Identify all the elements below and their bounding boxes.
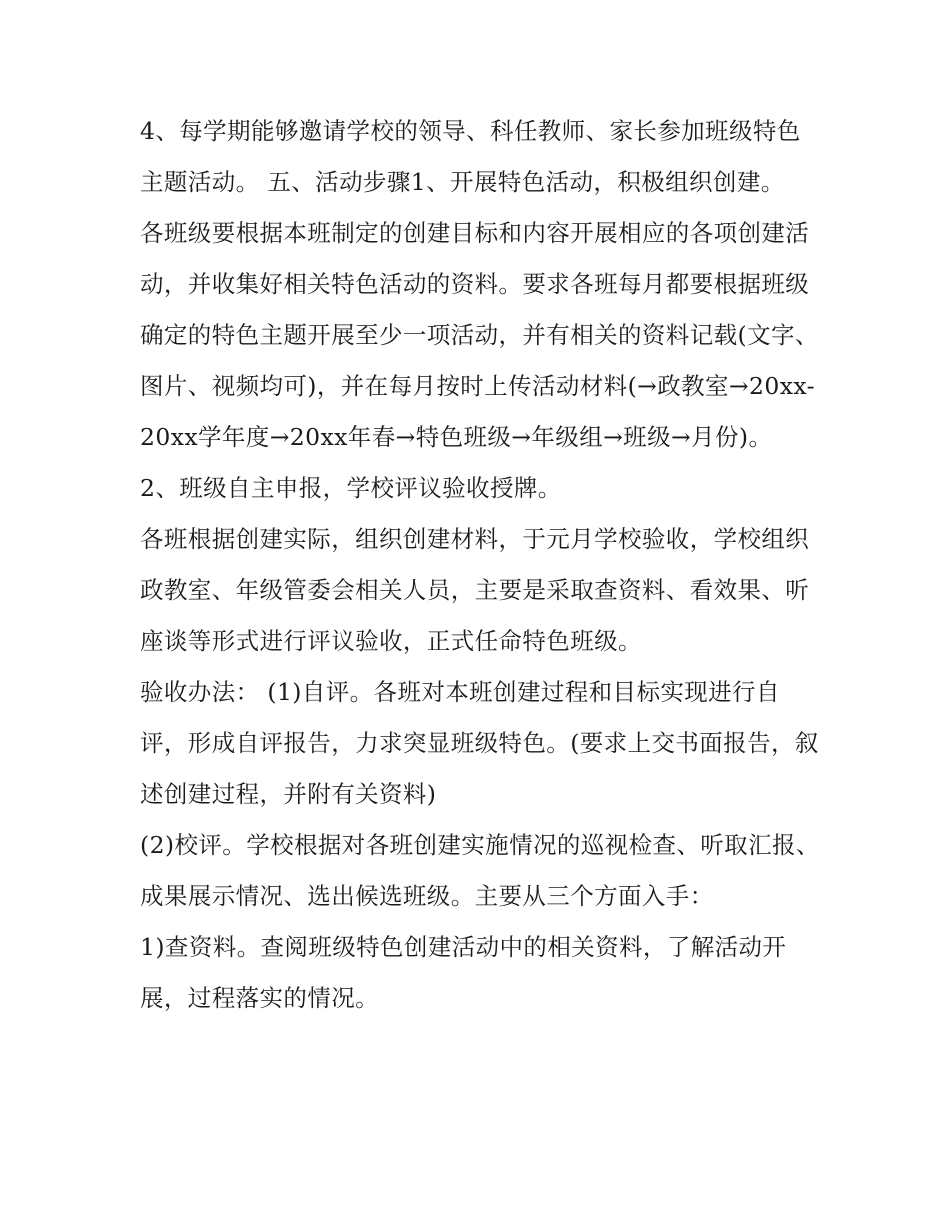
- paragraph-school-evaluation: (2)校评。学校根据对各班创建实施情况的巡视检查、听取汇报、成果展示情况、选出候选班级。主要从三个方面入手：: [140, 831, 820, 910]
- paragraph-self-application: 2、班级自主申报，学校评议验收授牌。: [140, 474, 562, 502]
- paragraph-activity-invite: 4、每学期能够邀请学校的领导、科任教师、家长参加班级特色主题活动。 五、活动步骤1、开展特色活动，积极组织创建。: [140, 117, 801, 196]
- paragraph-school-review: 各班根据创建实际，组织创建材料，于元月学校验收，学校组织政教室、年级管委会相关人员，主要是采取查资料、看效果、听座谈等形式进行评议验收，正式任命特色班级。: [140, 525, 810, 655]
- paragraph-class-activities: 各班级要根据本班制定的创建目标和内容开展相应的各项创建活动，并收集好相关特色活动的资料。要求各班每月都要根据班级确定的特色主题开展至少一项活动，并有相关的资料记载(文字、图片、视频均可)，并在每月按时上传活动材料(→政教室→20xx-20xx学年度→20xx年春→特色班级→年级组→班级→月份)。: [140, 219, 819, 451]
- paragraph-check-materials: 1)查资料。查阅班级特色创建活动中的相关资料，了解活动开展，过程落实的情况。: [140, 933, 787, 1012]
- document-body: [140, 106, 820, 1024]
- paragraph-self-evaluation: 验收办法： (1)自评。各班对本班创建过程和目标实现进行自评，形成自评报告，力求突显班级特色。(要求上交书面报告，叙述创建过程，并附有关资料): [140, 678, 819, 808]
